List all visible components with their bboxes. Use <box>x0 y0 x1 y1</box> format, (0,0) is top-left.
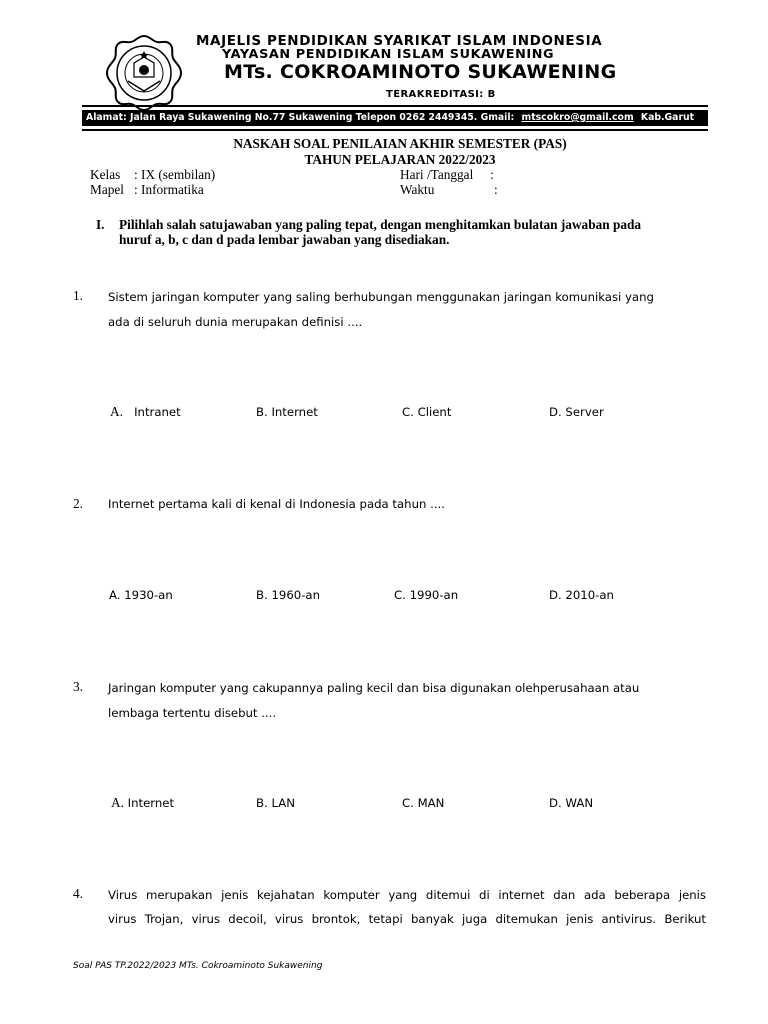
date-label: Hari /Tanggal <box>400 167 474 182</box>
date-value: : <box>490 167 494 182</box>
question-text-line: virus Trojan, virus decoil, virus brontok, tetapi banyak juga ditemukan jenis antivirus. Berikut <box>108 912 706 926</box>
option-d[interactable]: D. Server <box>549 405 604 419</box>
exam-title: NASKAH SOAL PENILAIAN AKHIR SEMESTER (PAS) <box>233 136 567 151</box>
question-number: 2. <box>73 496 83 511</box>
question-text-line: Virus merupakan jenis kejahatan komputer yang ditemui di internet dan ada beberapa jenis <box>108 888 706 902</box>
date-field <box>400 167 494 183</box>
time-field <box>400 182 498 198</box>
question-number: 1. <box>73 288 83 303</box>
question-number: 3. <box>73 679 83 694</box>
option-a-letter: A. <box>110 404 123 419</box>
accreditation-label: TERAKREDITASI: B <box>386 89 496 100</box>
class-label: Kelas <box>90 167 121 182</box>
instruction <box>96 217 736 247</box>
subject-field <box>90 182 204 198</box>
exam-year: TAHUN PELAJARAN 2022/2023 <box>304 152 496 167</box>
subject-value: : Informatika <box>134 182 204 197</box>
time-value: : <box>494 182 498 197</box>
option-a-text: Intranet <box>134 405 181 419</box>
school-logo-icon <box>104 33 184 113</box>
address-bar <box>82 110 708 126</box>
question-text-line: Jaringan komputer yang cakupannya paling kecil dan bisa digunakan olehperusahaan atau <box>108 681 640 695</box>
page-footer: Soal PAS TP.2022/2023 MTs. Cokroaminoto Sukawening <box>73 961 323 971</box>
option-c[interactable]: C. Client <box>402 405 452 419</box>
option-a[interactable]: A. 1930-an <box>109 588 173 602</box>
instruction-number: I. <box>96 217 105 232</box>
letterhead-school-name: MTs. COKROAMINOTO SUKAWENING <box>224 61 617 83</box>
option-b[interactable]: B. 1960-an <box>256 588 320 602</box>
letterhead-top-rule <box>82 105 708 107</box>
class-value: : IX (sembilan) <box>134 167 216 182</box>
question-text-line: ada di seluruh dunia merupakan definisi .... <box>108 315 363 329</box>
address-text: Alamat: Jalan Raya Sukawening No.77 Sukawening Telepon 0262 2449345. Gmail: <box>86 112 515 123</box>
question-number: 4. <box>73 886 83 901</box>
time-label: Waktu <box>400 182 435 197</box>
email-link[interactable]: mtscokro@gmail.com <box>521 112 634 123</box>
option-a[interactable] <box>110 404 181 420</box>
letterhead-foundation: YAYASAN PENDIDIKAN ISLAM SUKAWENING <box>222 47 555 62</box>
instruction-line-1: Pilihlah salah satujawaban yang paling tepat, dengan menghitamkan bulatan jawaban pada <box>119 217 642 232</box>
option-c[interactable]: C. MAN <box>402 796 445 810</box>
option-a-text: Internet <box>127 796 175 810</box>
option-a[interactable] <box>111 795 174 811</box>
class-field <box>90 167 215 183</box>
subject-label: Mapel <box>90 182 124 197</box>
letterhead-bottom-rule <box>82 129 708 131</box>
option-d[interactable]: D. WAN <box>549 796 594 810</box>
question-text-line: lembaga tertentu disebut .... <box>108 706 277 720</box>
option-a-letter: A. <box>111 795 124 810</box>
option-c[interactable]: C. 1990-an <box>394 588 459 602</box>
address-region: Kab.Garut <box>640 112 695 123</box>
letterhead-organization: MAJELIS PENDIDIKAN SYARIKAT ISLAM INDONESIA <box>196 33 603 49</box>
question-text-line: Sistem jaringan komputer yang saling berhubungan menggunakan jaringan komunikasi yang <box>108 290 654 304</box>
question-text-line: Internet pertama kali di kenal di Indonesia pada tahun .... <box>108 497 445 511</box>
option-b[interactable]: B. LAN <box>256 796 295 810</box>
instruction-line-2: huruf a, b, c dan d pada lembar jawaban yang disediakan. <box>119 232 450 247</box>
option-d[interactable]: D. 2010-an <box>549 588 614 602</box>
option-b[interactable]: B. Internet <box>256 405 318 419</box>
